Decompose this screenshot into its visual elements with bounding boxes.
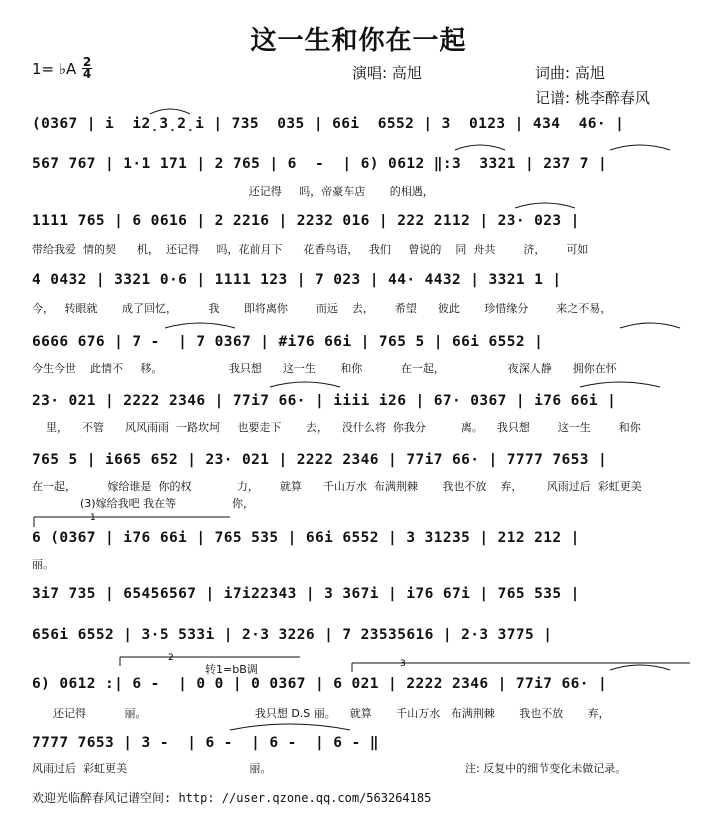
lyric-line-3: 带给我爱 情的契 机， 还记得 吗，花前月下 花香鸟语， 我们 曾说的 同 舟共 济， 可如 xyxy=(32,243,589,256)
score-line-11: 6) 0612 :| 6 - | 0 0 | 0 0367 | 6 021 | 2222 2346 | 77i7 66· | xyxy=(32,676,608,692)
lyric-line-8: 丽。 xyxy=(32,558,54,571)
time-signature-top: 2 xyxy=(82,55,92,69)
transcriber-credit: 记谱: 桃李醉春风 xyxy=(535,89,650,107)
slur-mark xyxy=(150,109,190,114)
song-title: 这一生和你在一起 xyxy=(250,26,467,56)
lyric-line-11: 还记得 丽。 我只想 D.S 丽。 就算 千山万水 布满荆棘 我也不放 弃， xyxy=(32,707,610,720)
slur-mark xyxy=(270,382,340,387)
score-line-1: (0367 | i i2̣3̣2̣i | 735 035 | 66i 6552 | 3 0123 | 434 46· | xyxy=(32,116,625,132)
score-line-9: 3i7 735 | 65456567 | i7i22343 | 3 367i | i76 67i | 765 535 | xyxy=(32,586,580,602)
lyric-line-2: 还记得 吗，帝豪车店 的相遇， xyxy=(32,185,434,198)
key-signature: 1= ♭A xyxy=(32,60,77,78)
slur-mark xyxy=(515,203,575,208)
lyric-line-12: 风雨过后 彩虹更美 丽。 xyxy=(32,762,272,775)
volta-label-2: 2 xyxy=(168,653,174,663)
slur-mark xyxy=(610,145,670,150)
key-change-note: 转1=bB调 xyxy=(205,663,258,676)
slur-mark xyxy=(165,323,235,328)
time-signature-bottom: 4 xyxy=(82,67,92,81)
slur-mark xyxy=(230,724,350,730)
score-line-4: 4 0432 | 3321 0·6 | 1111 123 | 7 023 | 44· 4432 | 3321 1 | xyxy=(32,272,562,288)
score-line-12: 7777 7653 | 3 - | 6 - | 6 - | 6 - ‖ xyxy=(32,735,379,751)
score-line-10: 656i 6552 | 3·5 533i | 2·3 3226 | 7 23535616 | 2·3 3775 | xyxy=(32,627,553,643)
singer-credit: 演唱: 高旭 xyxy=(352,64,422,82)
lyric-line-6: 里， 不管 风风雨雨 一路坎坷 也要走下 去， 没什么将 你我分 离。 我只想 这一生 和你 xyxy=(32,421,641,434)
lyric-line-4: 今， 转眼就 成了回忆， 我 即将离你 而远 去， 希望 彼此 珍惜缘分 来之不易， xyxy=(32,302,612,315)
score-line-5: 6666 676 | 7 - | 7 0367 | #i76 66i | 765 5 | 66i 6552 | xyxy=(32,334,544,350)
score-line-8: 6 (0367 | i76 66i | 765 535 | 66i 6552 | 3 31235 | 212 212 | xyxy=(32,530,580,546)
slur-mark xyxy=(620,323,680,328)
score-line-6: 23· 021 | 2222 2346 | 77i7 66· | iiii i26 | 67· 0367 | i76 66i | xyxy=(32,393,617,409)
composer-credit: 词曲: 高旭 xyxy=(535,64,605,82)
score-line-3: 1111 765 | 6 0616 | 2 2216 | 2232 016 | 222 2112 | 23· 023 | xyxy=(32,213,580,229)
lyric-line-5: 今生今世 此情不 移。 我只想 这一生 和你 在一起， 夜深人静 拥你在怀 xyxy=(32,362,617,375)
volta-label-1: 1 xyxy=(90,513,96,523)
lyric-line-7-verse-3: (3)嫁给我吧 我在等 你， xyxy=(80,497,255,510)
footer-link[interactable]: 欢迎光临醉春风记谱空间: http: //user.qzone.qq.com/563264185 xyxy=(32,791,432,805)
lyric-line-7: 在一起， 嫁给谁是 你的权 力， 就算 千山万水 布满荆棘 我也不放 弃， 风雨过后 彩虹更美 xyxy=(32,480,642,493)
score-line-7: 765 5 | i665 652 | 23· 021 | 2222 2346 | 77i7 66· | 7777 7653 | xyxy=(32,452,608,468)
slur-mark xyxy=(455,145,505,150)
footnote: 注: 反复中的细节变化未做记录。 xyxy=(465,762,627,775)
slur-mark xyxy=(610,665,670,670)
score-line-2: 567 767 | 1·1 171 | 2 765 | 6 - | 6) 0612 ‖:3 3321 | 237 7 | xyxy=(32,156,608,172)
slur-mark xyxy=(580,382,660,387)
volta-label-3: 3 xyxy=(400,659,406,669)
